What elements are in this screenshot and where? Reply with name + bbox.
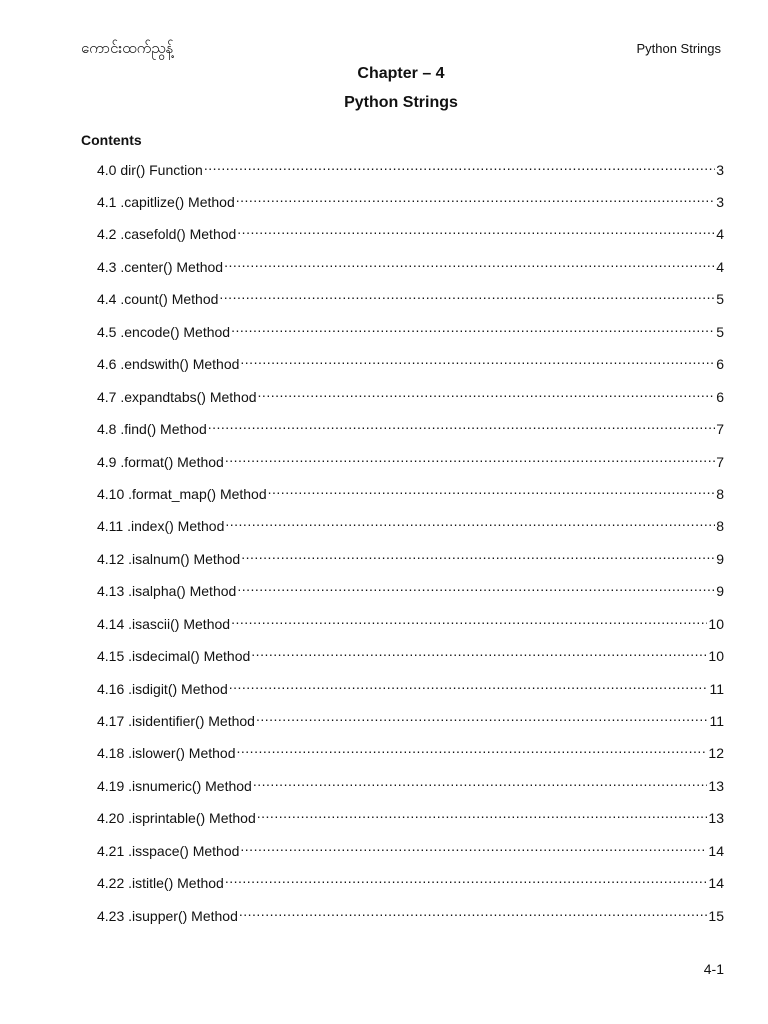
contents-heading: Contents <box>81 132 142 148</box>
toc-dot-leader <box>240 349 715 369</box>
toc-entry[interactable] <box>97 576 724 608</box>
toc-dot-leader <box>239 901 708 921</box>
toc-entry-page: 8 <box>716 518 724 535</box>
toc-dot-leader <box>237 219 715 239</box>
toc-entry-page: 11 <box>709 713 724 729</box>
toc-entry-page: 10 <box>708 648 724 665</box>
toc-dot-leader <box>208 414 715 434</box>
toc-entry-page: 6 <box>716 356 724 373</box>
toc-entry-label: 4.14 .isascii() Method <box>97 615 231 632</box>
chapter-title: Chapter – 4 <box>357 65 445 82</box>
toc-entry-page: 3 <box>716 194 724 210</box>
toc-entry-label: 4.22 .istitle() Method <box>97 875 224 892</box>
toc-entry-label: 4.23 .isupper() Method <box>97 907 238 924</box>
toc-dot-leader <box>257 803 708 823</box>
toc-entry[interactable] <box>97 187 724 219</box>
toc-dot-leader <box>268 479 716 499</box>
toc-dot-leader <box>224 252 715 272</box>
toc-entry-label: 4.15 .isdecimal() Method <box>97 648 251 665</box>
toc-dot-leader <box>256 706 708 726</box>
toc-entry[interactable] <box>97 382 724 414</box>
toc-dot-leader <box>251 641 707 661</box>
toc-entry-label: 4.19 .isnumeric() Method <box>97 777 252 794</box>
toc-entry[interactable] <box>97 868 724 900</box>
toc-entry-label: 4.18 .islower() Method <box>97 745 236 762</box>
toc-entry-page: 4 <box>716 226 724 243</box>
toc-entry[interactable] <box>97 706 724 738</box>
toc-entry-page: 4 <box>716 258 724 275</box>
toc-dot-leader <box>258 382 716 402</box>
toc-entry[interactable] <box>97 155 724 187</box>
toc-entry-label: 4.5 .encode() Method <box>97 323 231 340</box>
toc-entry[interactable] <box>97 738 724 770</box>
toc-entry-page: 11 <box>709 680 724 697</box>
toc-entry-label: 4.9 .format() Method <box>97 453 224 470</box>
toc-entry[interactable] <box>97 609 724 641</box>
toc-entry-page: 13 <box>708 810 724 827</box>
toc-entry-page: 7 <box>716 453 724 470</box>
toc-entry-label: 4.16 .isdigit() Method <box>97 680 228 697</box>
toc-entry-label: 4.13 .isalpha() Method <box>97 583 237 600</box>
toc-entry-label: 4.20 .isprintable() Method <box>97 810 256 827</box>
header-section-title: Python Strings <box>636 41 721 56</box>
toc-entry-label: 4.0 dir() Function <box>97 162 203 178</box>
toc-entry-label: 4.2 .casefold() Method <box>97 226 237 243</box>
toc-entry[interactable] <box>97 511 724 543</box>
toc-entry-label: 4.7 .expandtabs() Method <box>97 388 257 405</box>
toc-entry-label: 4.3 .center() Method <box>97 258 224 275</box>
toc-entry-page: 5 <box>716 291 724 308</box>
toc-entry-page: 14 <box>708 842 724 859</box>
toc-entry-page: 15 <box>708 907 724 924</box>
toc-entry[interactable] <box>97 641 724 673</box>
toc-entry-page: 12 <box>708 745 724 762</box>
toc-entry[interactable] <box>97 836 724 868</box>
toc-entry[interactable] <box>97 771 724 803</box>
toc-entry[interactable] <box>97 414 724 446</box>
toc-entry-label: 4.1 .capitlize() Method <box>97 194 235 210</box>
toc-entry-label: 4.6 .endswith() Method <box>97 356 240 373</box>
toc-entry-page: 9 <box>716 583 724 600</box>
header-author: ကောင်းထက်ညွန့် <box>81 39 174 57</box>
toc-entry-label: 4.8 .find() Method <box>97 421 207 438</box>
toc-entry-label: 4.4 .count() Method <box>97 291 219 308</box>
toc-dot-leader <box>219 284 715 304</box>
toc-entry[interactable] <box>97 284 724 316</box>
toc-entry[interactable] <box>97 901 724 933</box>
toc-entry-page: 9 <box>716 550 724 567</box>
toc-dot-leader <box>225 868 708 888</box>
page-title: Python Strings <box>344 94 458 111</box>
toc-dot-leader <box>241 544 715 564</box>
toc-entry[interactable] <box>97 252 724 284</box>
toc-dot-leader <box>236 187 715 207</box>
toc-entry-label: 4.21 .isspace() Method <box>97 842 240 859</box>
toc-dot-leader <box>225 447 715 467</box>
toc-entry-page: 6 <box>716 388 724 405</box>
toc-entry-page: 7 <box>716 421 724 438</box>
toc-entry-page: 13 <box>708 777 724 794</box>
toc-entry-label: 4.12 .isalnum() Method <box>97 550 241 567</box>
toc-dot-leader <box>231 609 707 629</box>
toc-entry-page: 5 <box>716 323 724 340</box>
toc-entry-page: 8 <box>716 485 724 502</box>
toc-entry-label: 4.17 .isidentifier() Method <box>97 713 255 729</box>
toc-dot-leader <box>204 155 715 175</box>
toc-entry[interactable] <box>97 803 724 835</box>
toc-dot-leader <box>225 511 715 531</box>
toc-entry-label: 4.11 .index() Method <box>97 518 225 535</box>
toc-entry[interactable] <box>97 219 724 251</box>
page-number: 4-1 <box>703 961 724 977</box>
toc-entry-page: 10 <box>708 615 724 632</box>
toc-dot-leader <box>237 576 715 596</box>
toc-entry[interactable] <box>97 447 724 479</box>
toc-entry[interactable] <box>97 479 724 511</box>
toc-entry-page: 14 <box>708 875 724 892</box>
toc-dot-leader <box>240 836 707 856</box>
toc-entry[interactable] <box>97 544 724 576</box>
table-of-contents <box>97 155 724 933</box>
toc-entry[interactable] <box>97 349 724 381</box>
toc-dot-leader <box>229 674 709 694</box>
toc-dot-leader <box>237 738 708 758</box>
toc-dot-leader <box>253 771 708 791</box>
toc-entry[interactable] <box>97 317 724 349</box>
toc-entry-page: 3 <box>716 162 724 178</box>
toc-dot-leader <box>231 317 715 337</box>
toc-entry-label: 4.10 .format_map() Method <box>97 485 267 502</box>
toc-entry[interactable] <box>97 674 724 706</box>
